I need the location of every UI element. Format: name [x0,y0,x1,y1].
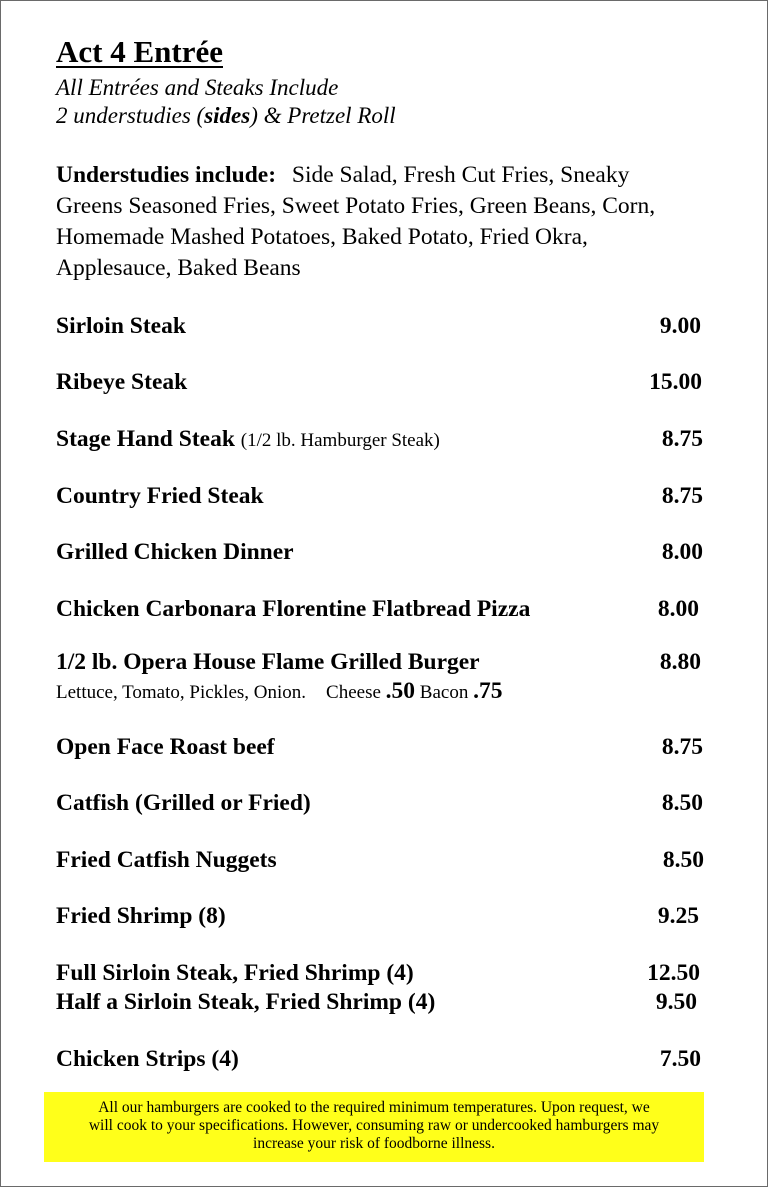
menu-item-price: 12.50 [647,960,700,986]
menu-item-price: 8.75 [661,483,703,509]
menu-item-price: 8.00 [661,539,703,565]
subtitle-sides-word: sides [204,103,251,128]
menu-item-price: 8.50 [662,847,704,873]
bacon-label: Bacon [419,682,469,703]
notice-line-2: will cook to your specifications. However, consuming raw or undercooked hamburgers may [88,1117,660,1134]
menu-item-name: Open Face Roast beef [56,734,275,760]
subtitle-line-2-start: 2 understudies ( [56,103,205,128]
menu-item-name: Half a Sirloin Steak, Fried Shrimp (4) [56,989,436,1015]
cheese-price: .50 [385,678,416,704]
menu-item-price: 8.75 [661,426,703,452]
menu-item-price: 15.00 [649,369,702,395]
menu-item-name: Chicken Strips (4) [56,1046,239,1072]
cheese-label: Cheese [326,682,381,703]
sides-line-4: Applesauce, Baked Beans [56,255,301,281]
burger-toppings: Lettuce, Tomato, Pickles, Onion. [56,682,307,703]
menu-item-name: Ribeye Steak [56,369,188,395]
notice-line-1: All our hamburgers are cooked to the required minimum temperatures. Upon request, we [98,1099,650,1116]
menu-item-name: Stage Hand Steak [56,426,235,452]
menu-item-name: Catfish (Grilled or Fried) [56,790,311,816]
menu-item-name: Country Fried Steak [56,483,264,509]
menu-item-price: 8.00 [657,596,699,622]
section-title: Act 4 Entrée [56,34,223,69]
sides-line-1 [56,160,756,191]
subtitle-line-1: All Entrées and Steaks Include [56,75,339,100]
menu-item-price: 7.50 [659,1046,701,1072]
menu-item-price: 8.50 [661,790,703,816]
menu-item-price: 8.80 [659,649,701,675]
sides-list [56,160,756,284]
menu-item-price: 9.00 [659,313,701,339]
menu-item-price: 8.75 [661,734,703,760]
menu-item-price: 9.50 [655,989,697,1015]
menu-item-price: 9.25 [657,903,699,929]
subtitle-line-2-end: ) & Pretzel Roll [250,103,396,128]
menu-item-note: (1/2 lb. Hamburger Steak) [240,430,440,451]
notice-line-3: increase your risk of foodborne illness. [253,1135,495,1152]
menu-item-name: 1/2 lb. Opera House Flame Grilled Burger [56,649,480,675]
menu-item-name: Fried Shrimp (8) [56,903,226,929]
menu-item-name: Chicken Carbonara Florentine Flatbread Pizza [56,596,531,622]
menu-item-name-with-note [56,424,440,456]
menu-item-name: Sirloin Steak [56,313,186,339]
menu-item-name: Grilled Chicken Dinner [56,539,294,565]
sides-line-2: Greens Seasoned Fries, Sweet Potato Fries, Green Beans, Corn, [56,193,656,219]
menu-item-name: Fried Catfish Nuggets [56,847,277,873]
menu-item-name: Full Sirloin Steak, Fried Shrimp (4) [56,960,414,986]
food-safety-notice [44,1092,704,1162]
burger-description [56,676,502,708]
sides-text-1: Side Salad, Fresh Cut Fries, Sneaky [291,162,630,188]
subtitle-line-2 [56,102,396,130]
sides-line-3: Homemade Mashed Potatoes, Baked Potato, Fried Okra, [56,224,588,250]
bacon-price: .75 [473,678,503,704]
sides-label: Understudies include: [56,162,277,188]
